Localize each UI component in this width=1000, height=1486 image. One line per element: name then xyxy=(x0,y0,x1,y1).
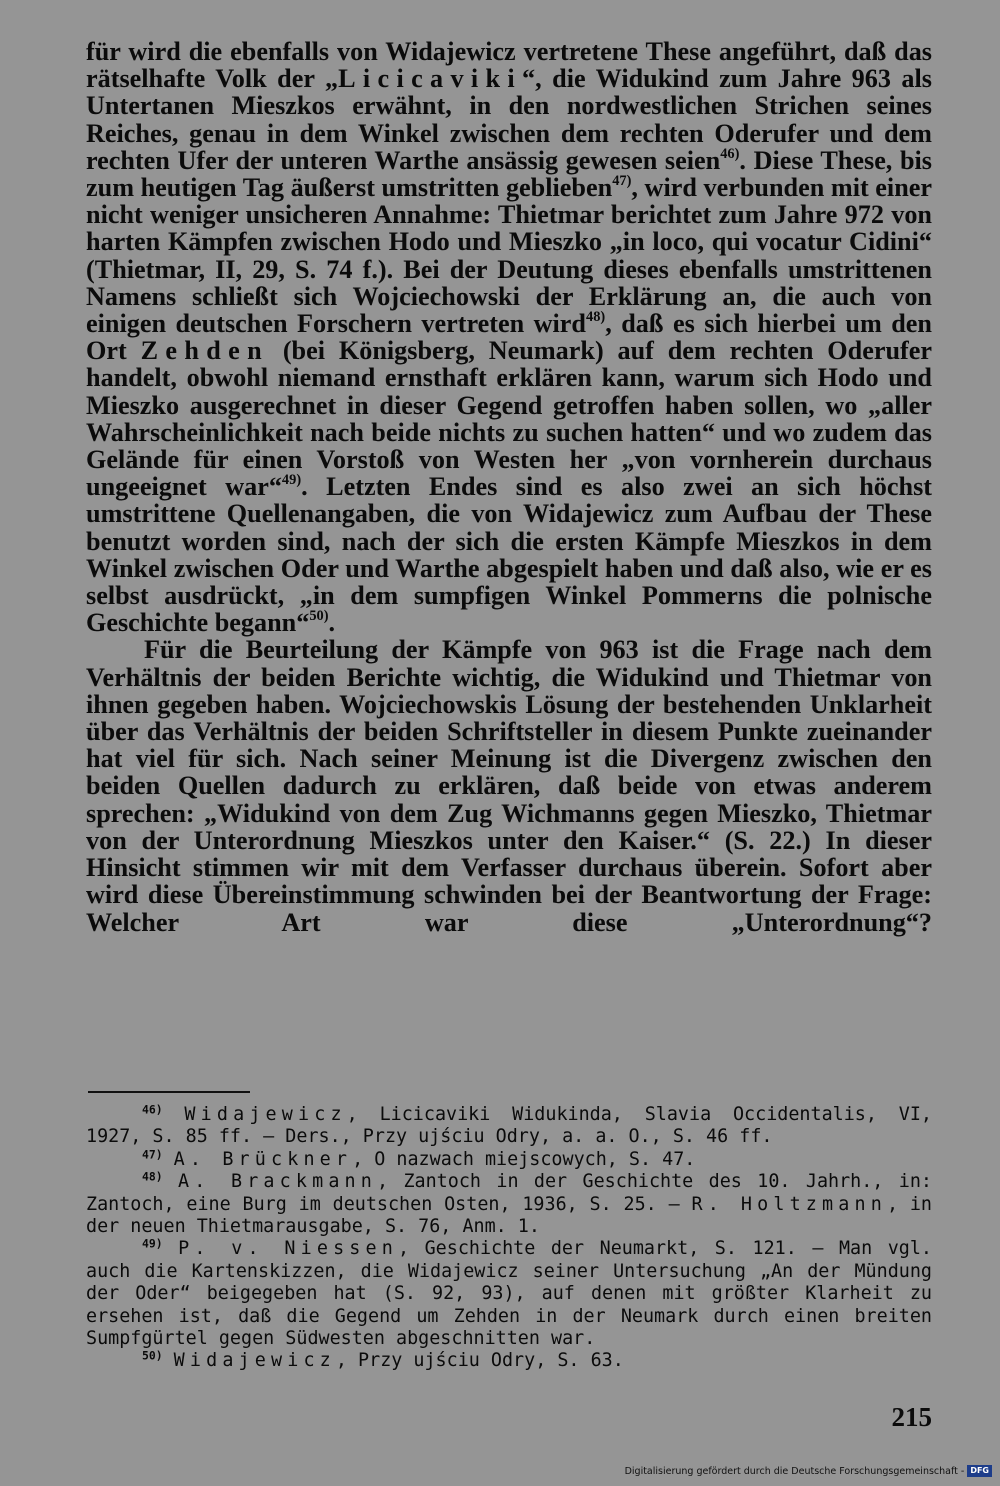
paragraph-1: für wird die ebenfalls von Widajewicz vertretene These angeführt, daß das rätselhafte Volk der „Licicaviki“, die Widukind zum Jahre 963 als Untertanen Mieszkos erwähnt, in den nordwestlichen Strichen seines Reiches, genau in dem Winkel zwischen dem rechten Oderufer und dem rechten Ufer der unteren Warthe ansässig gewesen seien$^{46)}$. Diese These, bis zum heutigen Tag äußerst umstritten geblieben$^{47)}$, wird verbunden mit einer nicht weniger unsicheren Annahme: Thietmar berichtet zum Jahre 972 von harten Kämpfen zwischen Hodo und Mieszko „in loco, qui vocatur Cidini“ (Thietmar, II, 29, S. 74 f.). Bei der Deutung dieses ebenfalls umstrittenen Namens schließt sich Wojciechowski der Erklärung an, die auch von einigen deutschen Forschern vertreten wird$^{48)}$, daß es sich hierbei um den Ort Zehden (bei Königsberg, Neumark) auf dem rechten Oderufer handelt, obwohl niemand ernsthaft erklären kann, warum sich Hodo und Mieszko ausgerechnet in dieser Gegend getroffen haben sollen, wo „aller Wahrscheinlichkeit nach beide nichts zu suchen hatten“ und wo zudem das Gelände für einen Vorstoß von Westen her „von vornherein durchaus ungeeignet war“$^{49)}$. Letzten Endes sind es also zwei an sich höchst umstrittene Quellenangaben, die von Widajewicz zum Aufbau der These benutzt worden sind, nach der sich die ersten Kämpfe Mieszkos in dem Winkel zwischen Oder und Warthe abgespielt haben und daß also, wie er es selbst ausdrückt, „in dem sumpfigen Winkel Pommerns die polnische Geschichte begann“$^{50)}$. xyxy=(86,37,933,638)
spaced-term: Licicaviki xyxy=(338,64,523,94)
footnote-author: P. v. Niessen xyxy=(178,1238,398,1260)
footnote-mark: 48) xyxy=(142,1169,163,1184)
footnote-46: $^{46)}$ Widajewicz, Licicaviki Widukinda, Slavia Occidentalis, VI, 1927, S. 85 ff. — Ders., Przy ujściu Odry, a. a. O., S. 46 ff. xyxy=(86,1102,932,1148)
footnote-mark: 47) xyxy=(142,1147,163,1162)
footnote-author: A. Brückner xyxy=(173,1148,353,1170)
footnote-ref[interactable]: 48) xyxy=(586,309,606,326)
footnote-49: $^{49)}$ P. v. Niessen, Geschichte der Neumarkt, S. 121. — Man vgl. auch die Kartenskizzen, die Widajewicz seiner Untersuchung „An der Mündung der Oder“ beigegeben hat (S. 92, 93), auf denen mit größter Klarheit zu ersehen ist, daß die Gegend um Zehden in der Neumark durch einen breiten Sumpfgürtel gegen Südwesten abgeschnitten war. xyxy=(86,1237,932,1350)
footnote-ref[interactable]: 47) xyxy=(612,173,632,190)
footnote-divider xyxy=(88,1091,250,1093)
main-text xyxy=(86,38,932,936)
credit-text: Digitalisierung gefördert durch die Deutsche Forschungsgemeinschaft - xyxy=(624,1465,965,1477)
page-number: 215 xyxy=(891,1402,932,1432)
dfg-logo-icon: DFG xyxy=(967,1465,992,1477)
footnote-mark: 50) xyxy=(142,1349,163,1364)
footnote-author: Widajewicz xyxy=(184,1104,347,1125)
footnote-author: Widajewicz xyxy=(173,1350,336,1372)
digitization-credit xyxy=(625,1465,992,1477)
footnote-ref[interactable]: 49) xyxy=(281,472,302,489)
footnote-mark: 49) xyxy=(142,1237,163,1252)
footnote-48: $^{48)}$ A. Brackmann, Zantoch in der Geschichte des 10. Jahrh., in: Zantoch, eine Burg im deutschen Osten, 1936, S. 25. — R. Holtzmann, in der neuen Thietmarausgabe, S. 76, Anm. 1. xyxy=(86,1169,932,1238)
footnote-mark: 46) xyxy=(142,1102,163,1117)
footnote-ref[interactable]: 46) xyxy=(720,146,740,163)
footnotes xyxy=(86,1104,932,1373)
footnote-50: $^{50)}$ Widajewicz, Przy ujściu Odry, S. 63. xyxy=(142,1349,624,1372)
footnote-ref[interactable]: 50) xyxy=(309,608,329,625)
paragraph-2: Für die Beurteilung der Kämpfe von 963 ist die Frage nach dem Verhältnis der beiden Berichte wichtig, die Widukind und Thietmar von ihnen gegeben haben. Wojciechowskis Lösung der bestehenden Unklarheit über das Verhältnis der beiden Schriftsteller in diesem Punkte zueinander hat viel für sich. Nach seiner Meinung ist die Divergenz zwischen den beiden Quellen dadurch zu erklären, daß beide von etwas anderem sprechen: „Widukind von dem Zug Wichmanns gegen Mieszko, Thietmar von der Unterordnung Mieszkos unter den Kaiser.“ (S. 22.) In dieser Hinsicht stimmen wir mit dem Verfasser durchaus überein. Sofort aber wird diese Übereinstimmung schwinden bei der Beantwortung der Frage: Welcher Art war diese „Unterordnung“? xyxy=(86,635,932,937)
footnote-author: A. Brackmann xyxy=(177,1171,377,1193)
footnote-47: $^{47)}$ A. Brückner, O nazwach miejscowych, S. 47. xyxy=(142,1147,696,1170)
footnote-author: R. Holtzmann xyxy=(691,1193,887,1215)
spaced-term: Zehden xyxy=(140,336,269,366)
